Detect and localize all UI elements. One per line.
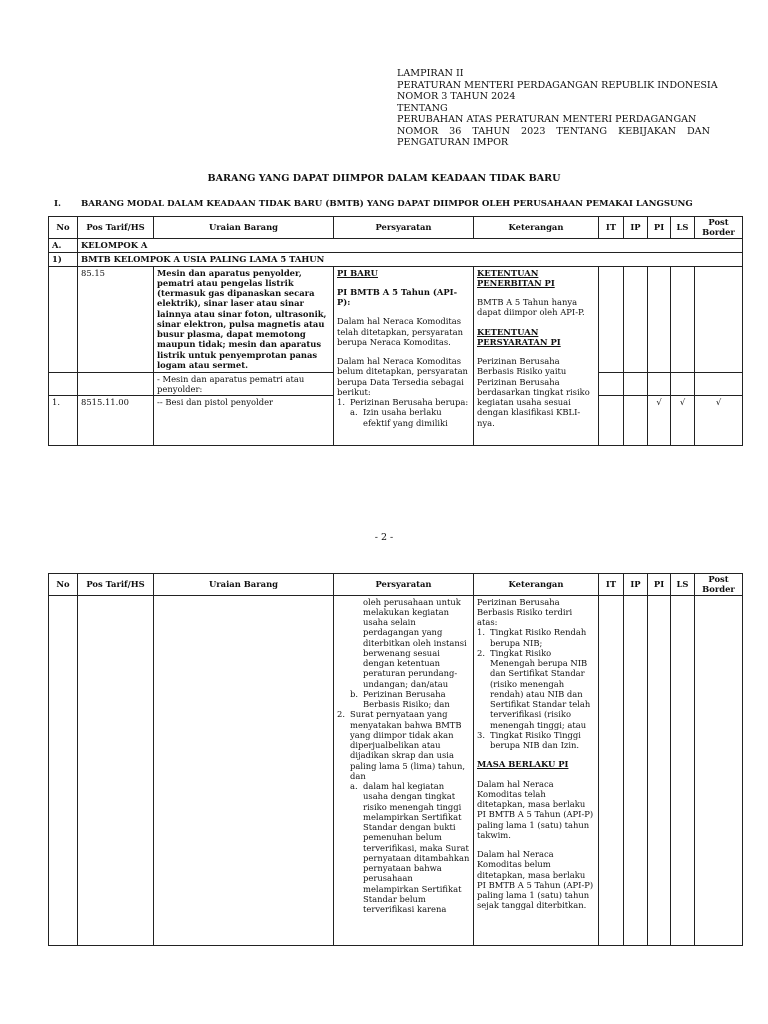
list-item: 3. Tingkat Risiko Tinggi berupa NIB dan Izin. [477, 729, 581, 750]
cell-hs [78, 372, 154, 396]
col-header-post-border: Post Border [695, 217, 743, 239]
table-row [49, 595, 743, 945]
persyaratan-paragraph: Dalam hal Neraca Komoditas telah ditetapkan, persyaratan berupa Neraca Komoditas. [337, 316, 464, 347]
keterangan-paragraph: Perizinan Berusaha Berbasis Risiko yaitu Perizinan Berusaha berdasarkan tingkat risiko kegiatan usaha sesuai dengan klasifikasi KBLI-nya. [477, 356, 590, 428]
cell-no [49, 372, 78, 396]
list-item: b. Perizinan Berusaha Berbasis Risiko; dan [350, 688, 450, 709]
cell-ip [624, 595, 648, 945]
check-ls: √ [671, 396, 695, 446]
col-header-uraian: Uraian Barang [154, 217, 334, 239]
group-row [49, 238, 743, 252]
cell-pi [648, 595, 671, 945]
check-it [599, 396, 624, 446]
group-number: A. [49, 238, 78, 252]
col-header-pi: PI [648, 217, 671, 239]
table-header-row [49, 574, 743, 596]
lampiran-line: NOMOR 3 TAHUN 2024 [397, 91, 516, 102]
hs-heading: 85.15 [78, 266, 154, 372]
col-header-persyaratan: Persyaratan [334, 217, 474, 239]
cell-hs [78, 595, 154, 945]
cell-it [599, 595, 624, 945]
persyaratan-continued: oleh perusahaan untuk melakukan kegiatan usaha selain perdagangan yang diterbitkan oleh instansi berwenang sesuai dengan ketentuan peraturan perundang-undangan; dan/atau [363, 596, 467, 689]
persyaratan-paragraph: Dalam hal Neraca Komoditas belum ditetapkan, persyaratan berupa Data Tersedia sebagai berikut: [337, 356, 468, 397]
col-header-keterangan: Keterangan [474, 217, 599, 239]
cell-ls [671, 266, 695, 372]
list-item: 2. Tingkat Risiko Menengah berupa NIB dan Sertifikat Standar (risiko menengah rendah) atau NIB dan Sertifikat Standar telah terverifikasi (risiko menengah tinggi; atau [477, 647, 591, 730]
col-header-keterangan: Keterangan [474, 574, 599, 596]
item-number: 1. [49, 396, 78, 446]
col-header-hs: Pos Tarif/HS [78, 574, 154, 596]
sub-description: - Mesin dan aparatus pematri atau penyolder: [154, 372, 334, 396]
list-item: 1. Perizinan Berusaha berupa: [337, 397, 469, 407]
keterangan-cell [474, 266, 599, 446]
keterangan-paragraph: Perizinan Berusaha Berbasis Risiko terdiri atas: [477, 596, 573, 627]
item-description: -- Besi dan pistol penyolder [154, 396, 334, 446]
cell-it [599, 372, 624, 396]
table-header-row [49, 217, 743, 239]
table-row [49, 266, 743, 372]
persyaratan-cell [334, 266, 474, 446]
masa-berlaku-heading: MASA BERLAKU PI [477, 759, 569, 770]
subgroup-row [49, 252, 743, 266]
cell-ls [671, 372, 695, 396]
persyaratan-cell [334, 595, 474, 945]
cell-pi [648, 372, 671, 396]
subgroup-label: BMTB KELOMPOK A USIA PALING LAMA 5 TAHUN [78, 252, 743, 266]
lampiran-line: PERUBAHAN ATAS PERATURAN MENTERI PERDAGANGAN [397, 114, 697, 125]
col-header-it: IT [599, 574, 624, 596]
col-header-no: No [49, 574, 78, 596]
list-item: 1. Tingkat Risiko Rendah berupa NIB; [477, 627, 587, 648]
cell-post-border [695, 266, 743, 372]
pi-baru-heading: PI BARU [337, 267, 378, 278]
keterangan-paragraph: BMTB A 5 Tahun hanya dapat diimpor oleh API-P. [477, 297, 585, 318]
check-post-border: √ [695, 396, 743, 446]
hs-heading-description: Mesin dan aparatus penyolder, pematri atau pengelas listrik (termasuk gas dipanaskan secara elektrik), sinar laser atau sinar lainnya atau sinar foton, ultrasonik, sinar elektron, pulsa magnetis atau busur plasma, dapat memotong maupun tidak; mesin dan aparatus listrik untuk penyemprotan panas logam atau sermet. [154, 266, 334, 372]
group-label: KELOMPOK A [78, 238, 743, 252]
cell-no [49, 595, 78, 945]
ketentuan-persyaratan-heading: KETENTUAN PERSYARATAN PI [477, 326, 561, 347]
item-hs-code: 8515.11.00 [78, 396, 154, 446]
lampiran-header [397, 68, 718, 149]
lampiran-line: TENTANG [397, 102, 448, 114]
cell-ip [624, 266, 648, 372]
section-number: I. [54, 199, 62, 209]
col-header-ls: LS [671, 574, 695, 596]
list-item: 2. Surat pernyataan yang menyatakan bahwa BMTB yang diimpor tidak akan diperjualbelikan atau dijadikan skrap dan usia paling lama 5 (lima) tahun, dan [337, 709, 466, 781]
col-header-persyaratan: Persyaratan [334, 574, 474, 596]
pi-bmtb-heading: PI BMTB A 5 Tahun (API-P): [337, 286, 458, 307]
lampiran-line: PENGATURAN IMPOR [397, 137, 509, 148]
col-header-uraian: Uraian Barang [154, 574, 334, 596]
subgroup-number: 1) [49, 252, 78, 266]
cell-uraian [154, 595, 334, 945]
col-header-no: No [49, 217, 78, 239]
list-item: a. dalam hal kegiatan usaha dengan tingkat risiko menengah tinggi melampirkan Sertifikat Standar dengan bukti pemenuhan belum terverifikasi, maka Surat pernyataan ditambahkan pernyataan bahwa perusahaan melampirkan Sertifikat Standar belum terverifikasi karena [350, 781, 470, 914]
cell-it [599, 266, 624, 372]
keterangan-paragraph: Dalam hal Neraca Komoditas belum ditetapkan, masa berlaku PI BMTB A 5 Tahun (API-P) paling lama 1 (satu) tahun sejak tanggal diterbitkan. [477, 849, 594, 911]
page-number: - 2 - [374, 532, 394, 543]
document-title: BARANG YANG DAPAT DIIMPOR DALAM KEADAAN TIDAK BARU [207, 173, 561, 184]
keterangan-cell [474, 595, 599, 945]
col-header-ip: IP [624, 217, 648, 239]
cell-no [49, 266, 78, 372]
section-title: BARANG MODAL DALAM KEADAAN TIDAK BARU (BMTB) YANG DAPAT DIIMPOR OLEH PERUSAHAAN PEMAKAI LANGSUNG [81, 199, 693, 209]
goods-table-page-2 [48, 573, 743, 946]
cell-ip [624, 372, 648, 396]
check-ip [624, 396, 648, 446]
cell-post-border [695, 595, 743, 945]
list-item: a. Izin usaha berlaku efektif yang dimiliki [350, 407, 448, 428]
cell-ls [671, 595, 695, 945]
col-header-hs: Pos Tarif/HS [78, 217, 154, 239]
col-header-it: IT [599, 217, 624, 239]
col-header-pi: PI [648, 574, 671, 596]
check-pi: √ [648, 396, 671, 446]
lampiran-line: LAMPIRAN II [397, 68, 464, 79]
col-header-post-border: Post Border [695, 574, 743, 596]
lampiran-line: NOMOR 36 TAHUN 2023 TENTANG KEBIJAKAN DAN [397, 125, 710, 137]
ketentuan-penerbitan-heading: KETENTUAN PENERBITAN PI [477, 267, 555, 288]
cell-pi [648, 266, 671, 372]
goods-table-page-1 [48, 216, 743, 446]
keterangan-paragraph: Dalam hal Neraca Komoditas telah ditetapkan, masa berlaku PI BMTB A 5 Tahun (API-P) paling lama 1 (satu) tahun takwim. [477, 778, 594, 840]
lampiran-line: PERATURAN MENTERI PERDAGANGAN REPUBLIK INDONESIA [397, 79, 718, 91]
col-header-ip: IP [624, 574, 648, 596]
cell-post-border [695, 372, 743, 396]
col-header-ls: LS [671, 217, 695, 239]
